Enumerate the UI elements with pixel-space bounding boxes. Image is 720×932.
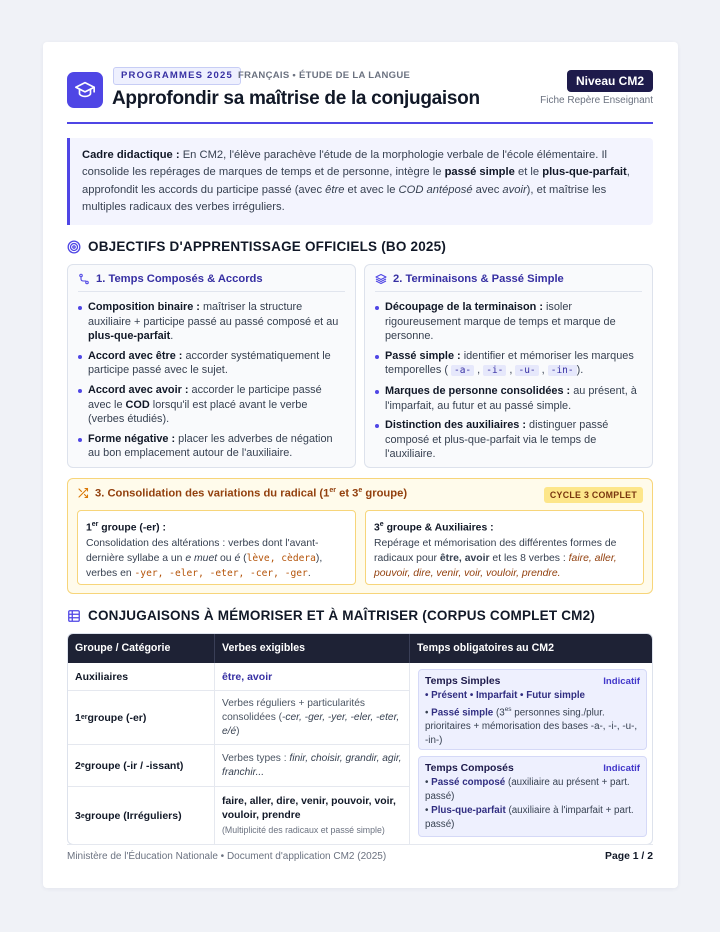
consolidation-card bbox=[67, 478, 653, 594]
graduation-cap-icon bbox=[67, 72, 103, 108]
level-badge: Niveau CM2 bbox=[567, 70, 653, 92]
list-item: Distinction des auxiliaires : distinguer passé composé et plus-que-parfait via le temps de l'auxiliaire. bbox=[375, 418, 642, 462]
third-group-panel bbox=[365, 510, 644, 585]
list-item: Marques de personne consolidées : au présent, à l'imparfait, au futur et au passé simple. bbox=[375, 384, 642, 413]
corpus-heading bbox=[67, 608, 595, 623]
shuffle-icon bbox=[77, 487, 89, 499]
intro-label: Cadre didactique : bbox=[82, 149, 180, 161]
header-divider bbox=[67, 122, 653, 124]
document-page bbox=[43, 42, 678, 888]
column-header: Temps obligatoires au CM2 bbox=[409, 634, 653, 663]
panel-heading: 1er groupe (-er) : bbox=[86, 521, 166, 534]
intro-text: et le bbox=[514, 166, 543, 179]
objective-card-endings bbox=[364, 264, 653, 468]
marker-token: -a- bbox=[451, 365, 474, 376]
marker-token: -u- bbox=[515, 365, 538, 376]
route-icon bbox=[78, 273, 90, 285]
objective-card-composed bbox=[67, 264, 356, 468]
compound-tenses-box: Temps Composés Indicatif • Passé composé (auxiliaire au présent + part. passé) • Plus-que-parfait (auxiliaire à l'imparfait + part. passé) bbox=[418, 756, 647, 837]
card-title: 1. Temps Composés & Accords bbox=[78, 273, 345, 292]
list-item: Accord avec être : accorder systématiquement le participe passé avec le sujet. bbox=[78, 349, 345, 378]
layers-icon bbox=[375, 273, 387, 285]
simple-tenses-box: Temps Simples Indicatif • Présent • Imparfait • Futur simple • Passé simple ($3^{es}$ personnes sing./plur. prioritaires + mémorisation des bases -a-, -i-, -u-, -in-) bbox=[418, 669, 647, 750]
intro-text: ), et maîtrise les multiples radicaux des verbes irréguliers. bbox=[82, 183, 607, 213]
page-number: Page 1 / 2 bbox=[605, 851, 653, 862]
target-icon bbox=[67, 240, 81, 254]
panel-text: Repérage et mémorisation des différentes formes de radicaux pour être, avoir et les 8 verbes : faire, aller, pouvoir, dire, venir, voir, vouloir, prendre. bbox=[374, 538, 617, 580]
page-title: Approfondir sa maîtrise de la conjugaison bbox=[112, 88, 480, 109]
document-type: Fiche Repère Enseignant bbox=[540, 95, 653, 106]
list-item: Découpage de la terminaison : isoler rigoureusement marque de temps et marque de personne. bbox=[375, 300, 642, 344]
list-item: Passé simple : identifier et mémoriser les marques temporelles ( -a- , -i- , -u- , -in- ). bbox=[375, 349, 642, 379]
objectives-heading bbox=[67, 239, 446, 254]
objective-list bbox=[375, 300, 642, 462]
footer-source: Ministère de l'Éducation Nationale • Document d'application CM2 (2025) bbox=[67, 851, 387, 862]
group-column bbox=[68, 663, 214, 844]
list-item: Accord avec avoir : accorder le participe passé avec le COD lorsqu'il est placé avant le verbe (verbes étudiés). bbox=[78, 383, 345, 427]
intro-text: En CM2, l'élève parachève l'étude de la morphologie verbale de l'école élémentaire. Il consolide les repérages de marques de temps et de personne, intègre le bbox=[82, 149, 608, 179]
marker-token: -in- bbox=[548, 365, 577, 376]
objectives-title: OBJECTIFS D'APPRENTISSAGE OFFICIELS (BO 2025) bbox=[88, 239, 447, 254]
table-cell: être, avoir bbox=[215, 663, 409, 691]
intro-italic: être bbox=[325, 183, 345, 196]
didactic-frame bbox=[67, 138, 653, 225]
verbs-column bbox=[214, 663, 409, 844]
subject-kicker: FRANÇAIS • ÉTUDE DE LA LANGUE bbox=[238, 70, 411, 81]
program-badge: PROGRAMMES 2025 bbox=[113, 67, 241, 85]
first-group-panel bbox=[77, 510, 356, 585]
table-header bbox=[68, 634, 653, 663]
intro-italic: avoir bbox=[502, 183, 527, 196]
corpus-title: CONJUGAISONS À MÉMORISER ET À MAÎTRISER (CORPUS COMPLET CM2) bbox=[88, 608, 596, 623]
table-icon bbox=[67, 609, 81, 623]
marker-token: -i- bbox=[483, 365, 506, 376]
footer-divider bbox=[67, 844, 653, 845]
table-cell: faire, aller, dire, venir, pouvoir, voir, vouloir, prendre (Multiplicité des radicaux et passé simple) bbox=[222, 795, 396, 835]
cycle-badge: CYCLE 3 COMPLET bbox=[544, 487, 643, 503]
intro-bold: plus-que-parfait bbox=[542, 166, 627, 179]
list-item: Composition binaire : maîtriser la structure auxiliaire + participe passé au passé composé et au plus-que-parfait. bbox=[78, 300, 345, 344]
column-header: Verbes exigibles bbox=[214, 634, 409, 663]
consolidation-title: 3. Consolidation des variations du radical (1er et 3e groupe) bbox=[77, 487, 407, 500]
table-cell: Auxiliaires bbox=[68, 663, 214, 691]
intro-text: et avec le bbox=[344, 183, 399, 196]
table-cell: 3 e groupe (Irréguliers) bbox=[75, 810, 182, 822]
intro-italic: COD antéposé bbox=[398, 183, 473, 196]
tenses-column bbox=[409, 663, 653, 844]
table-cell: Verbes réguliers + particularités consolidées (-cer, -ger, -yer, -eler, -eter, e/é) bbox=[215, 691, 409, 745]
column-header: Groupe / Catégorie bbox=[75, 642, 171, 654]
card-title: 2. Terminaisons & Passé Simple bbox=[375, 273, 642, 292]
list-item: Forme négative : placer les adverbes de négation au bon emplacement autour de l'auxiliaire. bbox=[78, 432, 345, 461]
panel-heading: 3e groupe & Auxiliaires : bbox=[374, 521, 494, 534]
table-cell: 2 e groupe (-ir / -issant) bbox=[68, 745, 214, 787]
objective-list bbox=[78, 300, 345, 461]
intro-text: avec bbox=[472, 183, 503, 196]
intro-bold: passé simple bbox=[444, 166, 515, 179]
conjugation-table bbox=[67, 633, 653, 845]
intro-text: , approfondit les accords du participe passé (avec bbox=[82, 166, 630, 196]
table-cell: Verbes types : finir, choisir, grandir, agir, franchir... bbox=[215, 745, 409, 787]
panel-text: Consolidation des altérations : verbes dont l'avant-dernière syllabe a un e muet ou é (lève, cèdera), verbes en -yer, -eler, -eter, -cer, -ger. bbox=[86, 538, 323, 580]
table-cell: 1 er groupe (-er) bbox=[68, 691, 214, 745]
